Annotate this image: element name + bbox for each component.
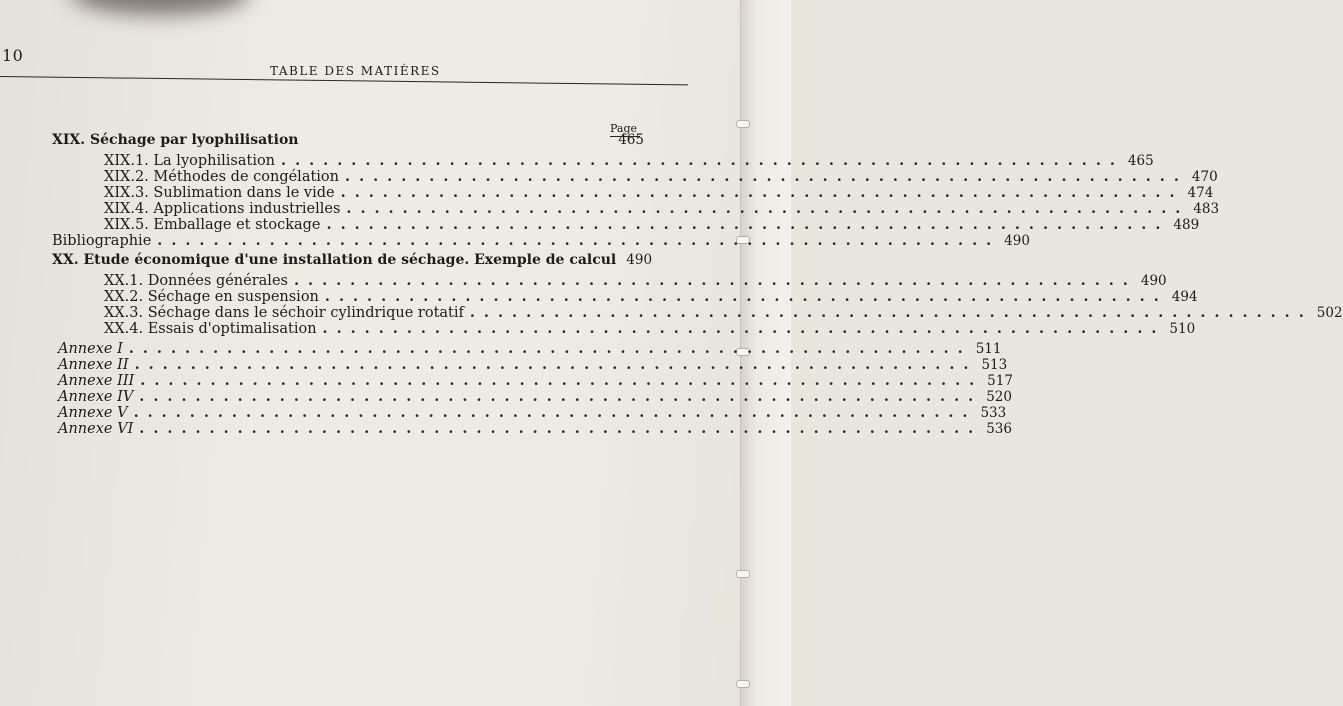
toc-entry: [58, 404, 1007, 421]
running-head: TABLE DES MATIÈRES: [270, 64, 441, 78]
toc-entry-title: XIX. Séchage par lyophilisation: [52, 132, 299, 148]
toc-entry-page: 489: [1173, 217, 1200, 233]
toc-entry-page: 465: [618, 132, 644, 148]
toc-entry-title: Annexe VI: [58, 421, 134, 437]
toc-entry-title: XX.1. Données générales: [104, 273, 288, 289]
toc-entry-title: XIX.1. La lyophilisation: [104, 153, 276, 169]
toc-entry-page: 511: [975, 341, 1002, 357]
toc-entry-page: 517: [987, 373, 1013, 389]
finger-shadow: [70, 0, 250, 15]
dot-leader: ............................................................: [157, 232, 1001, 249]
toc-entry-title: XIX.4. Applications industrielles: [104, 201, 341, 217]
dot-leader: ............................................................: [345, 168, 1188, 185]
toc-entry: [58, 420, 1012, 437]
toc-entry: [52, 232, 1030, 249]
toc-entry: [104, 200, 1220, 217]
toc-entry-title: XX.2. Séchage en suspension: [104, 289, 319, 305]
toc-entry: [104, 304, 1343, 321]
toc-entry: [104, 320, 1196, 337]
toc-entry-page: 502: [1316, 305, 1343, 321]
toc-entry: [58, 340, 1002, 357]
toc-entry-page: 520: [986, 389, 1012, 405]
dot-leader: ............................................................: [340, 184, 1184, 201]
toc-entry-page: 494: [1171, 289, 1198, 305]
toc-entry-title: Annexe IV: [58, 389, 134, 405]
toc-entry-page: 490: [626, 252, 653, 268]
toc-entry-page: 536: [986, 421, 1012, 437]
binding-stitch: [736, 680, 750, 688]
dot-leader: ............................................................: [326, 216, 1170, 233]
dot-leader: ............................................................: [293, 272, 1137, 289]
toc-entry: [104, 272, 1167, 289]
binding-stitch: [736, 570, 750, 578]
page-column-label: Page: [610, 122, 638, 135]
dot-leader: ............................................................: [139, 420, 983, 437]
dot-leader: ............................................................: [140, 372, 984, 389]
dot-leader: ............................................................: [469, 304, 1313, 321]
toc-entry-title: XX.4. Essais d'optimalisation: [104, 321, 317, 337]
toc-entry-title: Bibliographie: [52, 233, 152, 249]
toc-entry: [104, 288, 1198, 305]
toc-entry: [58, 372, 1013, 389]
toc-entry-page: 510: [1169, 321, 1196, 337]
dot-leader: ............................................................: [133, 404, 977, 421]
toc-entry-page: 513: [981, 357, 1008, 373]
toc-entry-title: Annexe II: [58, 357, 129, 373]
toc-entry-title: XIX.5. Emballage et stockage: [104, 217, 321, 233]
dot-leader: ............................................................: [324, 288, 1168, 305]
toc-entry: [104, 184, 1214, 201]
toc-entry: [58, 356, 1008, 373]
dot-leader: ............................................................: [281, 152, 1124, 169]
toc-entry: [58, 388, 1012, 405]
toc-entry: [52, 132, 644, 148]
toc-entry-title: XIX.2. Méthodes de congélation: [104, 169, 340, 185]
toc-entry-page: 470: [1191, 169, 1218, 185]
toc-entry: [52, 252, 653, 268]
toc-entry-page: 483: [1193, 201, 1220, 217]
toc-entry-page: 490: [1004, 233, 1030, 249]
toc-entry-title: Annexe V: [58, 405, 128, 421]
toc-entry: [104, 216, 1200, 233]
toc-entry-page: 533: [980, 405, 1007, 421]
toc-entry-title: Annexe III: [58, 373, 135, 389]
binding-stitch: [736, 120, 750, 128]
toc-entry-page: 465: [1127, 153, 1154, 169]
dot-leader: ............................................................: [322, 320, 1166, 337]
toc-entry: [104, 168, 1218, 185]
toc-entry-page: 490: [1140, 273, 1167, 289]
toc-entry-title: XX.3. Séchage dans le séchoir cylindrique rotatif: [104, 305, 464, 321]
toc-entry-title: Annexe I: [58, 341, 123, 357]
dot-leader: ............................................................: [128, 340, 972, 357]
dot-leader: ............................................................: [134, 356, 978, 373]
page-number: 10: [2, 46, 24, 65]
toc-entry: [104, 152, 1154, 169]
toc-entry-page: 474: [1187, 185, 1214, 201]
dot-leader: ............................................................: [139, 388, 983, 405]
toc-entry-title: XX. Etude économique d'une installation de séchage. Exemple de calcul: [52, 252, 617, 268]
dot-leader: ............................................................: [346, 200, 1190, 217]
toc-entry-title: XIX.3. Sublimation dans le vide: [104, 185, 335, 201]
